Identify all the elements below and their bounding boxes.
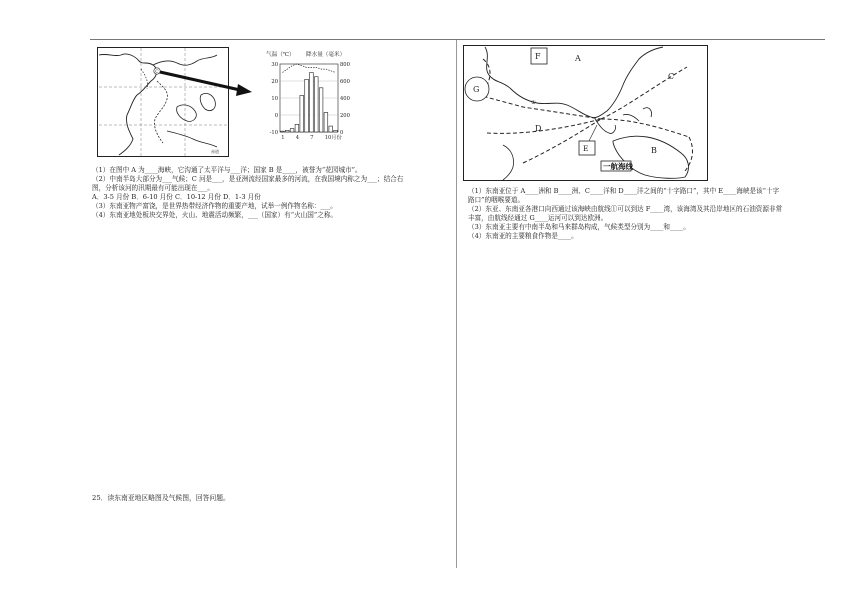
chart-rain-title: 降水量（毫米） <box>306 52 346 58</box>
route-map-label-d: D <box>535 124 542 133</box>
southeast-asia-map <box>97 47 229 157</box>
rain-tick-label: 400 <box>340 95 350 102</box>
precipitation-bar <box>324 112 328 132</box>
temp-tick-label: 30 <box>271 61 278 68</box>
temperature-line <box>282 64 335 73</box>
rain-tick-label: 600 <box>340 78 350 85</box>
precipitation-bar <box>314 77 318 132</box>
temp-tick-label: 10 <box>271 95 278 102</box>
precipitation-bar <box>290 129 294 132</box>
left-questions <box>92 166 403 219</box>
question-25-stem: 25．读东南亚地区略图及气候图，回答问题。 <box>92 494 230 502</box>
route-map-legend: 一航海线 <box>603 162 633 171</box>
left-q2: （2）中南半岛大部分为___气候；C 河是___，是亚洲流经国家最多的河流，在我国境内称之为___；结合右 <box>92 174 404 183</box>
pointer-arrow <box>158 70 254 98</box>
right-q1-cont: 路口”的咽喉要道。 <box>468 195 525 204</box>
rain-tick-label: 800 <box>340 61 350 68</box>
precipitation-bar <box>329 126 333 132</box>
right-q2: （2）东亚、东南亚各港口向西通过该海峡由航线①可以到达 F____湾，该海湾及其沿岸地区的石油资源非常 <box>468 204 783 213</box>
route-map-label-f: F <box>535 52 541 61</box>
shipping-route-map <box>463 45 708 181</box>
left-q3: （3）东南亚物产富饶，是世界热带经济作物的重要产地，试举一例作物名称：___。 <box>92 201 337 210</box>
rain-tick-label: 0 <box>340 129 344 136</box>
precipitation-bar <box>285 130 289 132</box>
temp-tick-label: -10 <box>269 129 278 136</box>
right-questions <box>468 187 782 240</box>
route-map-label-a: A <box>575 54 581 63</box>
month-tick-label: 1 <box>281 135 285 141</box>
route-map-label-g: G <box>473 85 480 94</box>
precipitation-bar <box>295 124 299 132</box>
route-map-label-c: C <box>668 72 675 81</box>
temp-tick-label: 20 <box>271 78 278 85</box>
header-rule <box>90 39 825 40</box>
route-map-label-e: E <box>583 144 589 153</box>
precipitation-bar <box>281 131 285 132</box>
month-tick-label: 10月份 <box>324 135 342 141</box>
left-q2-cont: 图，分析该河的汛期最有可能出现在___。 <box>92 183 214 192</box>
route-label-1: ① <box>531 100 536 106</box>
left-q1: （1）在图中 A 为____海峡，它沟通了太平洋与___洋；国家 B 是____，被誉为“花园城市”。 <box>92 166 362 174</box>
route-map-label-b: B <box>651 146 657 155</box>
climate-chart <box>258 50 354 142</box>
left-q4: （4）东南亚地处板块交界处，火山、地震活动频繁，___（国家）有“火山国”之称。 <box>92 210 338 219</box>
month-tick-label: 4 <box>295 135 300 141</box>
temp-tick-label: 0 <box>274 112 278 119</box>
precipitation-bar <box>305 79 309 132</box>
right-q1: （1）东南亚位于 A____洲和 B____洲、C____洋和 D____洋之间的“十字路口”，其中 E____海峡是该“十字 <box>468 187 780 195</box>
precipitation-bar <box>334 130 338 132</box>
column-divider <box>456 40 457 568</box>
precipitation-bar <box>300 95 304 132</box>
chart-temp-title: 气温（℃） <box>266 52 295 58</box>
right-q4: （4）东南亚的主要粮食作物是____。 <box>468 231 578 240</box>
rain-tick-label: 200 <box>340 112 350 119</box>
right-q2-cont: 丰富，由航线经通过 G____运河可以到达欧洲。 <box>468 213 608 222</box>
precipitation-bar <box>319 88 323 132</box>
map-label-c: C <box>155 70 159 75</box>
right-q3: （3）东南亚主要有中南半岛和马来群岛构成，气候类型分别为____和____。 <box>468 222 690 231</box>
month-tick-label: 7 <box>310 135 314 141</box>
precipitation-bar <box>310 73 314 133</box>
map-corner-label: 赤道 <box>211 149 219 154</box>
left-q2-options: A．3-5 月份 B．6-10 月份 C．10-12 月份 D．1-3 月份 <box>92 192 261 201</box>
